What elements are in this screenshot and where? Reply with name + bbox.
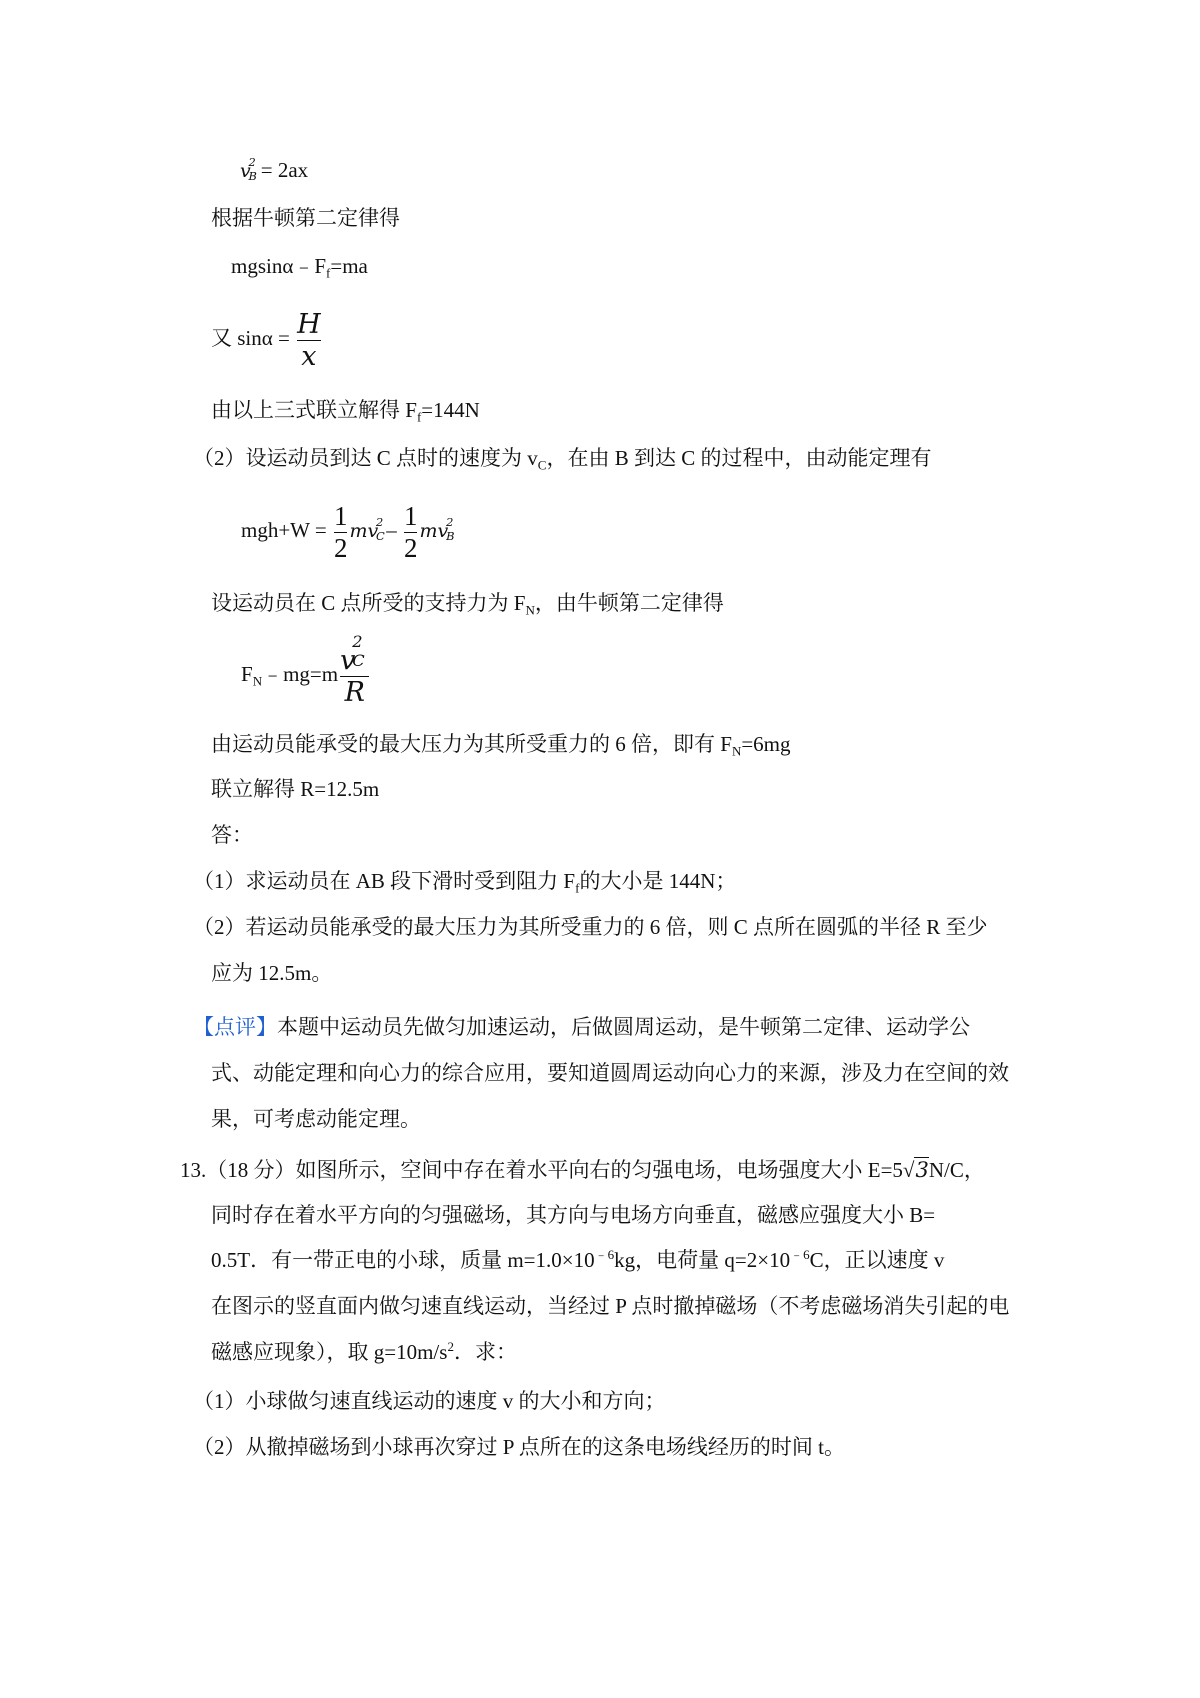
exponent: ﹣6 — [790, 1247, 810, 1263]
eq-part: =ma — [330, 254, 368, 278]
frac-denominator: 2 — [333, 532, 348, 563]
equation-sin-alpha — [211, 296, 323, 380]
fraction-one-half — [334, 501, 348, 564]
text-part: （2）设运动员到达 C 点时的速度为 v — [193, 446, 538, 470]
text-answer-2: （2）若运动员能承受的最大压力为其所受重力的 6 倍，则 C 点所在圆弧的半径 R 至少 — [193, 915, 988, 939]
text-part: 本题中运动员先做匀加速运动，后做圆周运动，是牛顿第二定律、运动学公 — [277, 1015, 970, 1039]
equation-vb-rhs: = 2ax — [260, 158, 309, 182]
sub-n: N — [525, 602, 535, 618]
comment-tag: 【点评】 — [193, 1015, 277, 1039]
sub-f: f — [326, 265, 331, 281]
frac-denominator: R — [344, 676, 365, 708]
text-answer-2-cont: 应为 12.5m。 — [211, 961, 333, 985]
text-comment — [193, 1012, 970, 1042]
text-support-force — [211, 588, 724, 618]
sub-n: N — [252, 673, 263, 689]
text-answer-1 — [193, 866, 736, 896]
fraction-vc2-over-r — [340, 631, 369, 708]
frac-denominator: x — [301, 340, 317, 372]
fraction-h-over-x — [297, 309, 321, 372]
frac-numerator: H — [297, 308, 321, 340]
text-comment-line3: 果，可考虑动能定理。 — [211, 1107, 421, 1131]
text-part: 由以上三式联立解得 F — [211, 398, 417, 422]
eq-part: mgsinα﹣F — [231, 254, 327, 278]
question-13-line4: 在图示的竖直面内做匀速直线运动，当经过 P 点时撤掉磁场（不考虑磁场消失引起的电 — [211, 1294, 1010, 1318]
eq-part: mgh+W = — [241, 518, 327, 542]
exponent: 2 — [447, 1339, 454, 1355]
text-part: N/C， — [928, 1158, 985, 1182]
eq-part: ﹣mg=m — [262, 662, 339, 686]
sub-f: f — [575, 880, 580, 896]
text-part: C，正以速度 v — [809, 1248, 945, 1272]
frac-numerator: 1 — [403, 500, 418, 531]
text-part: ．求： — [453, 1340, 517, 1364]
question-13-line1 — [180, 1155, 985, 1185]
sub-n: N — [731, 743, 742, 759]
frac-numerator: 1 — [333, 500, 348, 531]
vb-squared-symbol: v 2 B — [240, 155, 257, 184]
text-comment-line2: 式、动能定理和向心力的综合应用，要知道圆周运动向心力的来源，涉及力在空间的效 — [211, 1061, 1009, 1085]
text-part: 设运动员在 C 点所受的支持力为 F — [211, 591, 526, 615]
equation-force-balance — [231, 251, 368, 281]
question-13-line5 — [211, 1337, 517, 1367]
equation-kinetic-energy — [241, 488, 455, 573]
fraction-one-half — [404, 501, 418, 564]
text-part: kg，电荷量 q=2×10 — [614, 1248, 791, 1272]
question-13-part1: （1）小球做匀速直线运动的速度 v 的大小和方向； — [193, 1389, 666, 1413]
question-13-line3 — [211, 1245, 944, 1275]
text-part: 由运动员能承受的最大压力为其所受重力的 6 倍，即有 F — [211, 732, 732, 756]
eq-part: 又 sinα = — [211, 326, 290, 350]
text-part2-intro — [193, 443, 931, 473]
frac-denominator: 2 — [403, 532, 418, 563]
text-newton-second-law: 根据牛顿第二定律得 — [211, 206, 400, 230]
text-part: =144N — [421, 398, 480, 422]
text-part: ，由牛顿第二定律得 — [534, 591, 724, 615]
equation-centripetal — [241, 630, 371, 718]
text-part: 13.（18 分）如图所示，空间中存在着水平向右的匀强电场，电场强度大小 E=5 — [180, 1158, 903, 1182]
text-solve-ff — [211, 395, 480, 425]
m-symbol: m — [349, 520, 368, 542]
question-13-line2: 同时存在着水平方向的匀强磁场，其方向与电场方向垂直，磁感应强度大小 B= — [211, 1203, 936, 1227]
sqrt-sign: √ — [902, 1158, 915, 1182]
text-solve-r: 联立解得 R=12.5m — [211, 777, 380, 801]
sub-c: C — [537, 457, 547, 473]
frac-numerator — [340, 631, 369, 676]
sub-f: f — [416, 409, 422, 425]
equation-vb-squared — [240, 155, 308, 186]
vb-squared-symbol: v 2 B — [437, 515, 455, 544]
text-part: 0.5T．有一带正电的小球，质量 m=1.0×10 — [211, 1248, 595, 1272]
text-part: 磁感应现象），取 g=10m/s — [211, 1340, 448, 1364]
text-answer-label: 答： — [211, 823, 253, 847]
vc-squared-symbol: v 2 C — [340, 631, 365, 676]
sqrt-value: 3 — [915, 1158, 929, 1182]
minus-sign: – — [386, 518, 397, 542]
question-13-part2: （2）从撤掉磁场到小球再次穿过 P 点所在的这条电场线经历的时间 t。 — [193, 1435, 845, 1459]
text-part: =6mg — [741, 732, 791, 756]
text-part: ，在由 B 到达 C 的过程中，由动能定理有 — [546, 446, 932, 470]
vc-squared-symbol: v 2 C — [367, 515, 385, 544]
text-part: 的大小是 144N； — [579, 869, 737, 893]
text-max-pressure — [211, 729, 791, 759]
exponent: ﹣6 — [594, 1247, 615, 1263]
eq-part: F — [241, 662, 253, 686]
text-part: （1）求运动员在 AB 段下滑时受到阻力 F — [193, 869, 576, 893]
m-symbol: m — [419, 520, 438, 542]
